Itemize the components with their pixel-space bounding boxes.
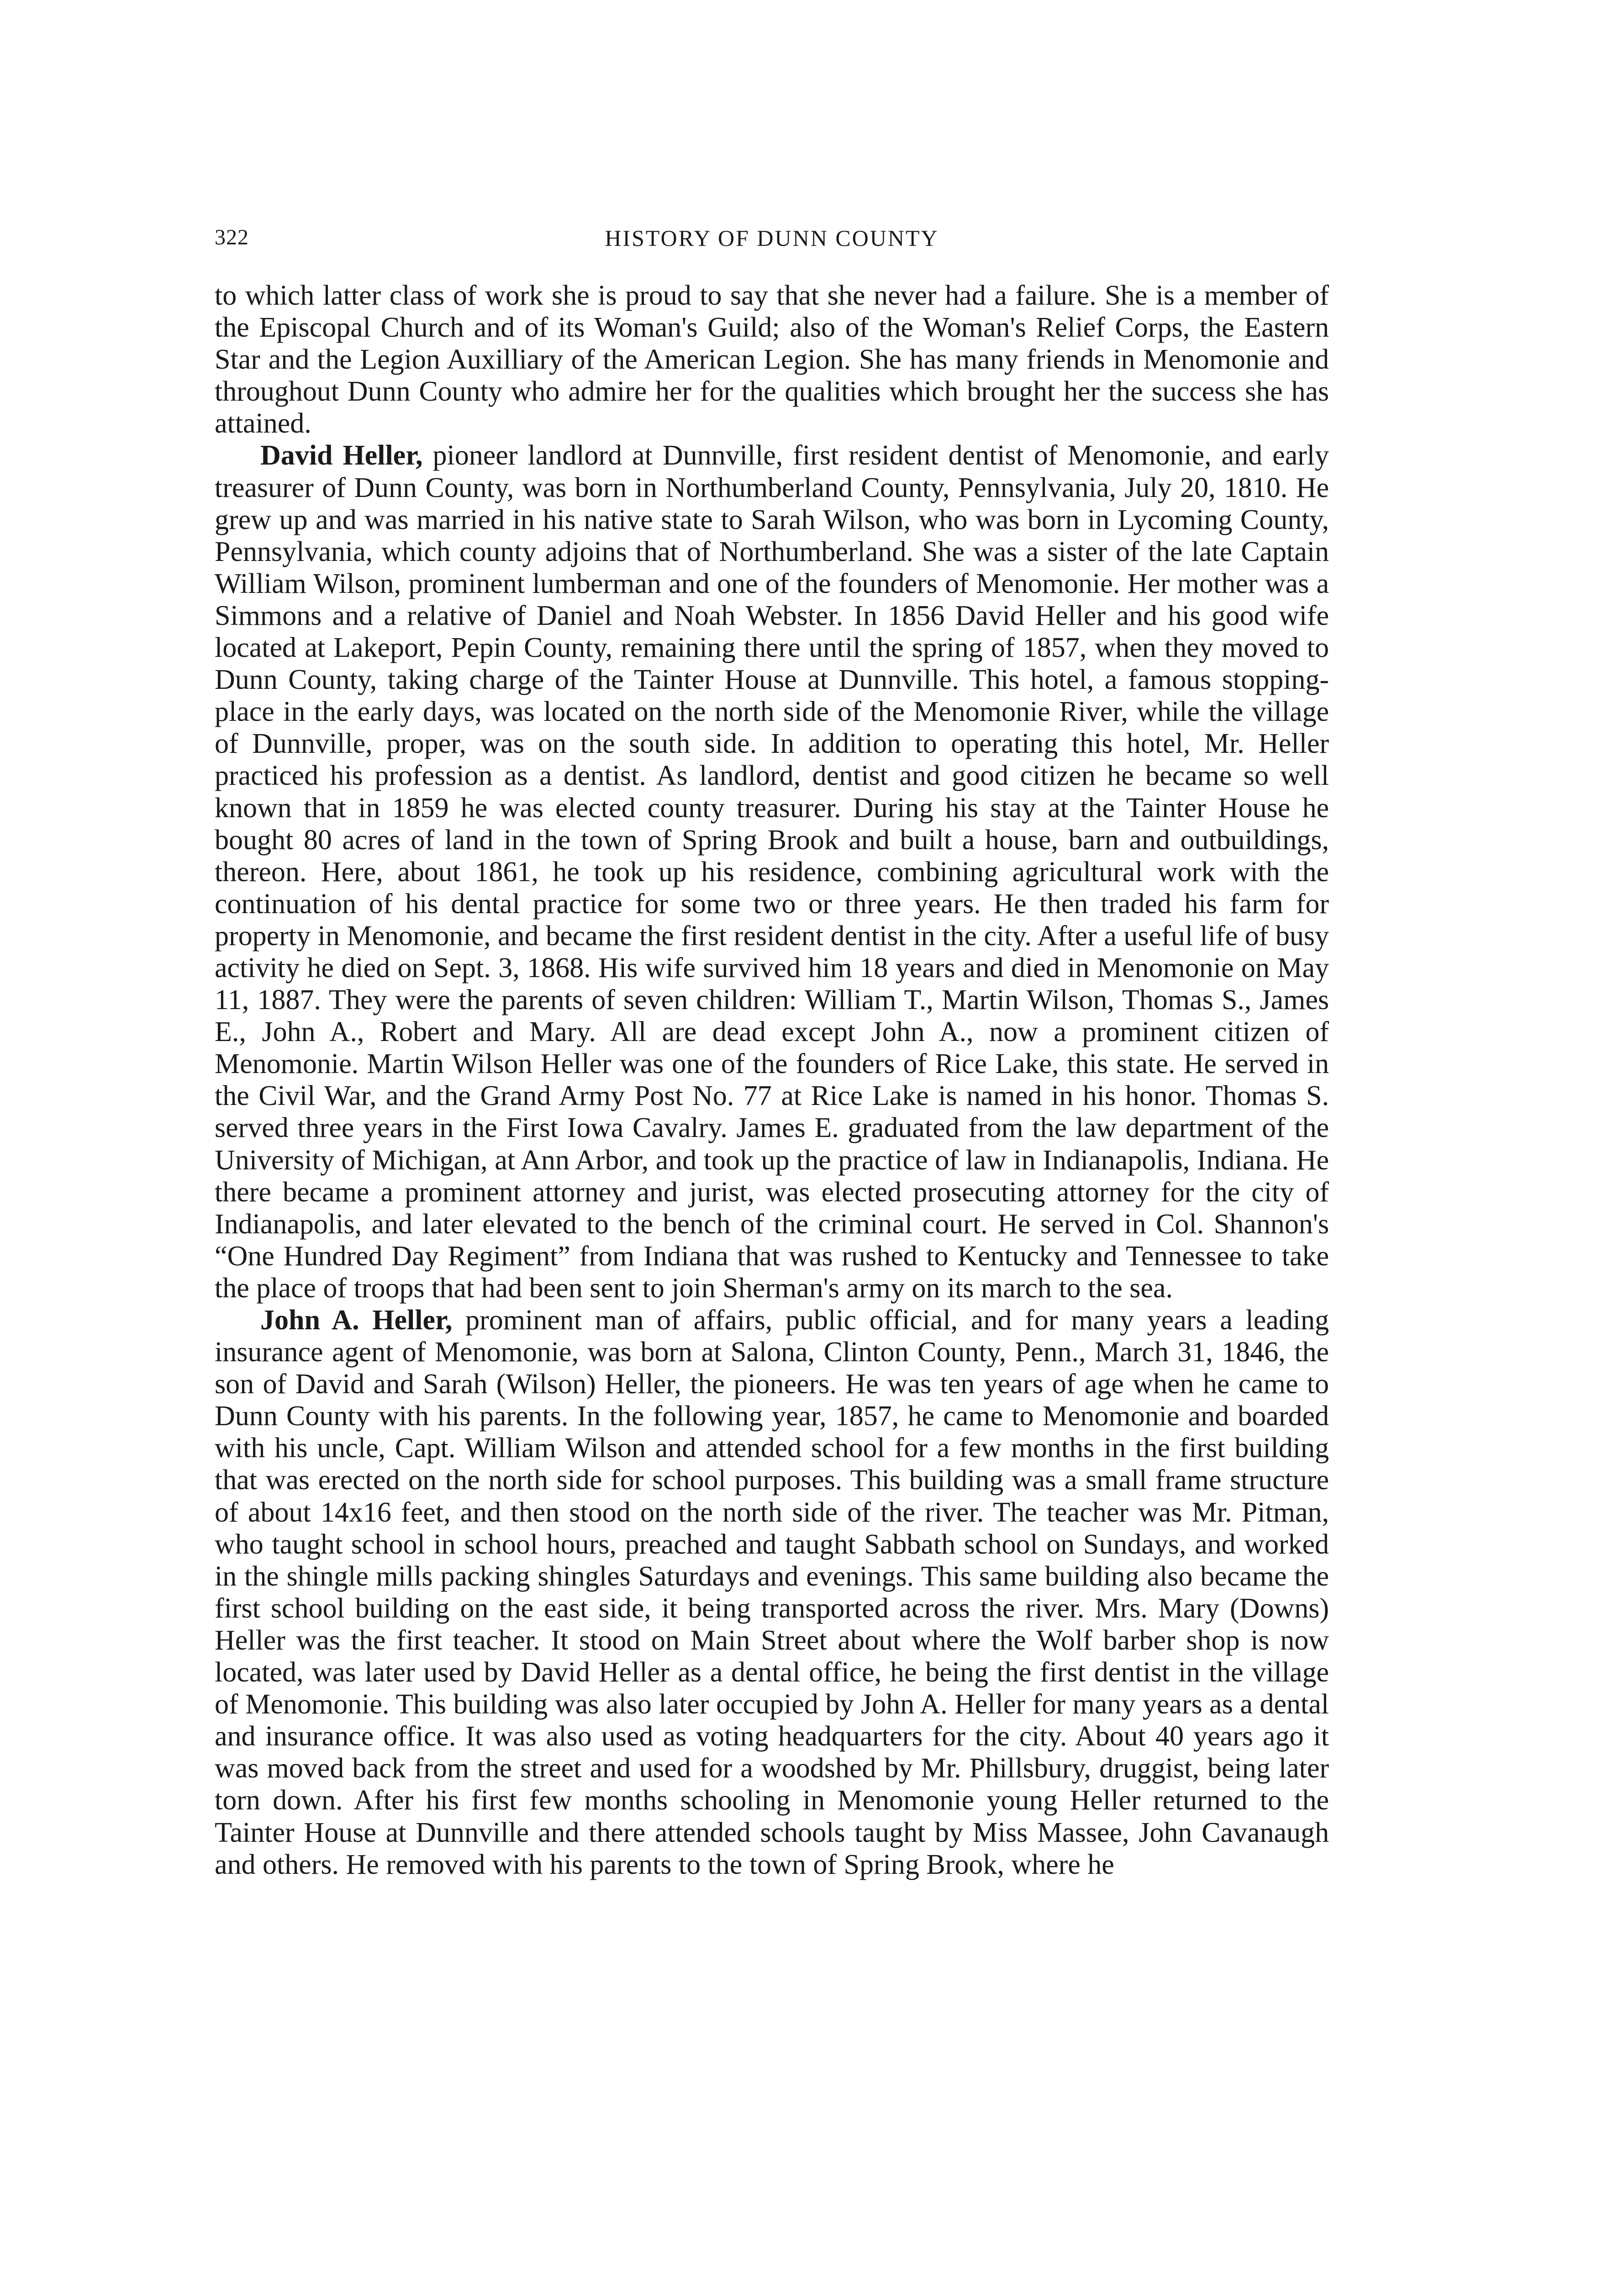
- book-page: [215, 0, 1329, 2284]
- running-head: [215, 225, 1329, 261]
- continuation-paragraph: to which latter class of work she is proud to say that she never had a failure. She is a member of the Episcopal Church and of its Woman's Guild; also of the Woman's Relief Corps, the Eastern Star and the Legion Auxilliary of the American Legion. She has many friends in Menomonie and throughout Dunn County who admire her for the qualities which brought her the success she has attained.: [215, 280, 1329, 439]
- biography-entry-david-heller: [215, 439, 1329, 1304]
- entry-name: John A. Heller,: [260, 1305, 453, 1336]
- entry-text: prominent man of affairs, public official, and for many years a leading insurance agent of Menomonie, was born at Salona, Clinton County, Penn., March 31, 1846, the son of David and Sarah (Wilson) Heller, the pioneers. He was ten years of age when he came to Dunn County with his parents. In the following year, 1857, he came to Menomonie and boarded with his uncle, Capt. William Wilson and attended school for a few months in the first building that was erected on the north side for school purposes. This building was a small frame structure of about 14x16 feet, and then stood on the north side of the river. The teacher was Mr. Pitman, who taught school in school hours, preached and taught Sabbath school on Sundays, and worked in the shingle mills packing shingles Saturdays and evenings. This same building also became the first school building on the east side, it being transported across the river. Mrs. Mary (Downs) Heller was the first teacher. It stood on Main Street about where the Wolf barber shop is now located, was later used by David Heller as a dental office, he being the first dentist in the village of Menomonie. This building was also later occupied by John A. Heller for many years as a dental and insurance office. It was also used as voting headquarters for the city. About 40 years ago it was moved back from the street and used for a woodshed by Mr. Phillsbury, druggist, being later torn down. After his first few months schooling in Menomonie young Heller returned to the Tainter House at Dunnville and there attended schools taught by Miss Massee, John Cavanaugh and others. He removed with his parents to the town of Spring Brook, where he: [215, 1305, 1329, 1880]
- entry-text: pioneer landlord at Dunnville, first resident dentist of Menomonie, and early treasurer of Dunn County, was born in Northumberland County, Pennsylvania, July 20, 1810. He grew up and was married in his native state to Sarah Wilson, who was born in Lycoming County, Pennsylvania, which county adjoins that of Northumberland. She was a sister of the late Captain William Wilson, prominent lumberman and one of the founders of Menomonie. Her mother was a Simmons and a relative of Daniel and Noah Webster. In 1856 David Heller and his good wife located at Lakeport, Pepin County, remaining there until the spring of 1857, when they moved to Dunn County, taking charge of the Tainter House at Dunnville. This hotel, a famous stopping-place in the early days, was located on the north side of the Menomonie River, while the village of Dunnville, proper, was on the south side. In addition to operating this hotel, Mr. Heller practiced his profession as a dentist. As landlord, dentist and good citizen he became so well known that in 1859 he was elected county treasurer. During his stay at the Tainter House he bought 80 acres of land in the town of Spring Brook and built a house, barn and outbuildings, thereon. Here, about 1861, he took up his residence, combining agricultural work with the continuation of his dental practice for some two or three years. He then traded his farm for property in Menomonie, and became the first resident dentist in the city. After a useful life of busy activity he died on Sept. 3, 1868. His wife survived him 18 years and died in Menomonie on May 11, 1887. They were the parents of seven children: William T., Martin Wilson, Thomas S., James E., John A., Robert and Mary. All are dead except John A., now a prominent citizen of Menomonie. Martin Wilson Heller was one of the founders of Rice Lake, this state. He served in the Civil War, and the Grand Army Post No. 77 at Rice Lake is named in his honor. Thomas S. served three years in the First Iowa Cavalry. James E. graduated from the law department of the University of Michigan, at Ann Arbor, and took up the practice of law in Indianapolis, Indiana. He there became a prominent attorney and jurist, was elected prosecuting attorney for the city of Indianapolis, and later elevated to the bench of the criminal court. He served in Col. Shannon's “One Hundred Day Regiment” from Indiana that was rushed to Kentucky and Tennessee to take the place of troops that had been sent to join Sherman's army on its march to the sea.: [215, 440, 1329, 1304]
- body-text: [215, 280, 1329, 1881]
- entry-name: David Heller,: [260, 440, 423, 471]
- page-heading: HISTORY OF DUNN COUNTY: [605, 225, 939, 251]
- page-number: 322: [215, 225, 249, 249]
- biography-entry-john-a-heller: [215, 1304, 1329, 1881]
